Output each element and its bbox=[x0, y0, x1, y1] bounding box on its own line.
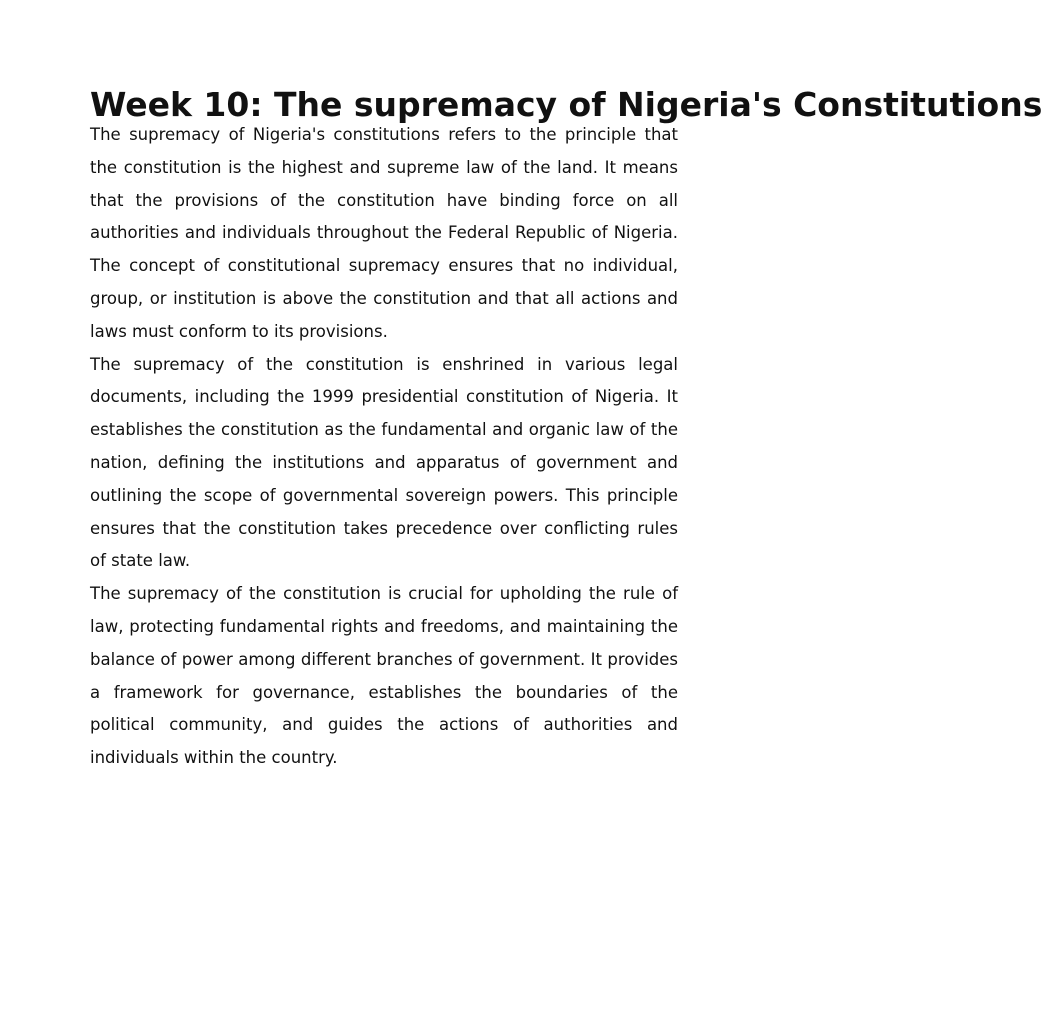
document-page bbox=[90, 85, 1042, 775]
paragraph-legal-basis: The supremacy of the constitution is enshrined in various legal documents, including the 1999 presidential constitution of Nigeria. It establishes the constitution as the fundamental and organic law of the nation, defining the institutions and apparatus of government and outlining the scope of governmental sovereign powers. This principle ensures that the constitution takes precedence over conflicting rules of state law. bbox=[90, 354, 678, 571]
document-title: Week 10: The supremacy of Nigeria's Constitutions bbox=[90, 85, 1042, 124]
paragraph-importance: The supremacy of the constitution is crucial for upholding the rule of law, protecting fundamental rights and freedoms, and maintaining the balance of power among different branches of government. It provides a framework for governance, establishes the boundaries of the political community, and guides the actions of authorities and individuals within the country. bbox=[90, 584, 678, 768]
paragraph-definition: The supremacy of Nigeria's constitutions refers to the principle that the constitution is the highest and supreme law of the land. It means that the provisions of the constitution have binding force on all authorities and individuals throughout the Federal Republic of Nigeria. The concept of constitutional supremacy ensures that no individual, group, or institution is above the constitution and that all actions and laws must conform to its provisions. bbox=[90, 125, 678, 341]
